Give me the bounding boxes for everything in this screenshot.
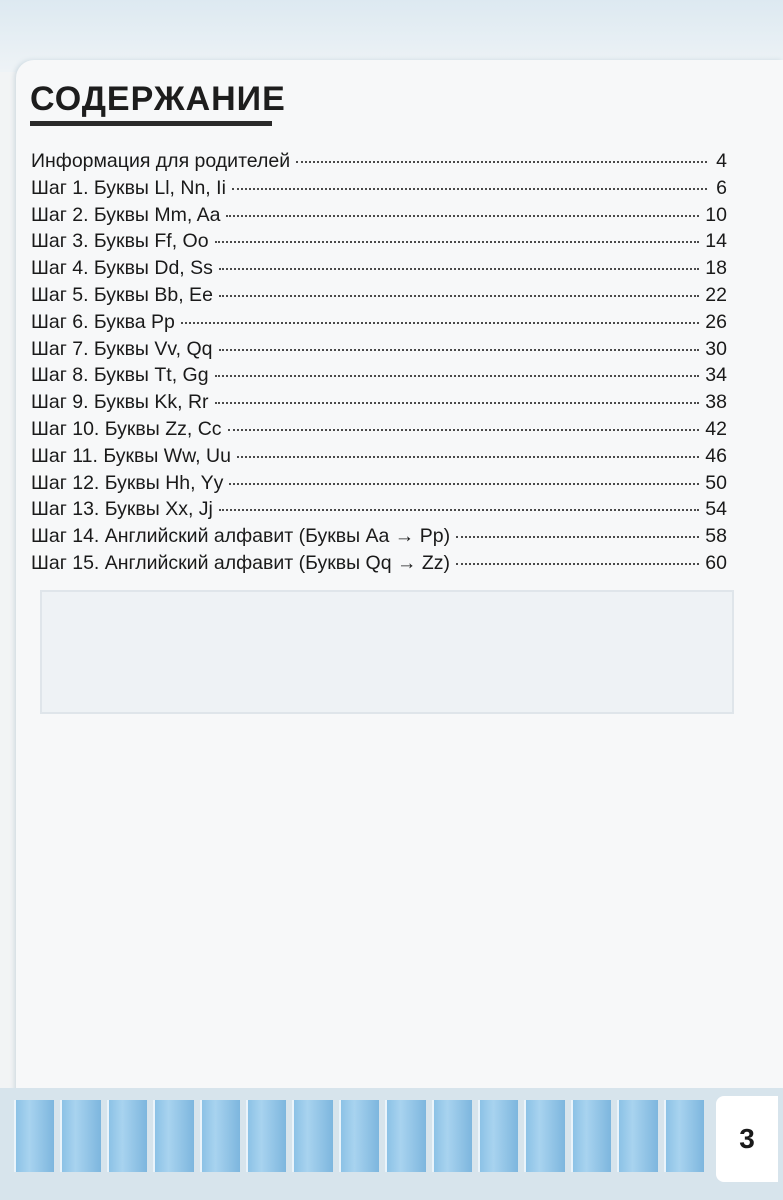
footer-bar	[292, 1100, 332, 1172]
toc-entry[interactable]	[31, 311, 727, 338]
toc-entry-page: 26	[705, 310, 727, 333]
toc-dot-leader	[456, 563, 699, 565]
footer-bar	[14, 1100, 54, 1172]
toc-dot-leader	[226, 215, 699, 217]
toc-entry-page: 58	[705, 525, 727, 548]
footer-bar	[153, 1100, 193, 1172]
toc-entry-label: Шаг 7. Буквы Vv, Qq	[31, 337, 213, 360]
footer-decorative-bars	[14, 1100, 704, 1172]
toc-dot-leader	[456, 536, 699, 538]
toc-entry-page: 10	[705, 203, 727, 226]
toc-entry-label: Шаг 3. Буквы Ff, Oo	[31, 230, 209, 253]
toc-entry-label: Шаг 6. Буква Pp	[31, 310, 175, 333]
toc-entry-label: Шаг 14. Английский алфавит (Буквы Aa → Pp)	[31, 525, 451, 548]
toc-entry-page: 38	[705, 391, 727, 414]
footer-bar	[571, 1100, 611, 1172]
toc-entry[interactable]	[31, 364, 727, 391]
footer-bar	[478, 1100, 518, 1172]
footer-bar	[200, 1100, 240, 1172]
toc-entry-page: 6	[716, 176, 727, 199]
toc-entry[interactable]	[31, 418, 727, 445]
toc-dot-leader	[215, 241, 700, 243]
toc-entry[interactable]	[31, 552, 727, 579]
toc-dot-leader	[215, 402, 700, 404]
toc-dot-leader	[215, 375, 700, 377]
toc-entry[interactable]	[31, 150, 727, 177]
bleed-through-shadow	[40, 590, 734, 714]
toc-entry-label: Шаг 11. Буквы Ww, Uu	[31, 444, 231, 467]
toc-entry-page: 60	[705, 551, 727, 574]
toc-entry[interactable]	[31, 498, 727, 525]
toc-entry-page: 22	[705, 283, 727, 306]
toc-entry-label: Шаг 12. Буквы Hh, Yy	[31, 471, 224, 494]
footer-bar	[246, 1100, 286, 1172]
footer-bar	[60, 1100, 100, 1172]
toc-entry-label: Шаг 13. Буквы Xx, Jj	[31, 498, 213, 521]
toc-entry-page: 54	[705, 498, 727, 521]
footer-bar	[107, 1100, 147, 1172]
toc-entry-page: 30	[705, 337, 727, 360]
toc-dot-leader	[219, 509, 699, 511]
toc-dot-leader	[237, 456, 699, 458]
toc-entry[interactable]	[31, 472, 727, 499]
footer-bar	[524, 1100, 564, 1172]
toc-entry-page: 42	[705, 417, 727, 440]
toc-entry-label: Информация для родителей	[31, 150, 291, 172]
toc-dot-leader	[219, 349, 700, 351]
toc-entry-label: Шаг 4. Буквы Dd, Ss	[31, 257, 213, 280]
toc-entry[interactable]	[31, 525, 727, 552]
toc-entry[interactable]	[31, 284, 727, 311]
toc-entry-label: Шаг 1. Буквы Ll, Nn, Ii	[31, 176, 226, 199]
toc-entry[interactable]	[31, 338, 727, 365]
footer-bar	[339, 1100, 379, 1172]
toc-entry-label: Шаг 8. Буквы Tt, Gg	[31, 364, 209, 387]
toc-entry-page: 34	[705, 364, 727, 387]
toc-entry-label: Шаг 10. Буквы Zz, Cc	[31, 417, 222, 440]
toc-entry-page: 4	[716, 150, 727, 172]
toc-entry[interactable]	[31, 230, 727, 257]
toc-dot-leader	[229, 483, 699, 485]
toc-dot-leader	[219, 268, 699, 270]
toc-entry-page: 18	[705, 257, 727, 280]
toc-entry-label: Шаг 2. Буквы Mm, Aa	[31, 203, 221, 226]
toc-dot-leader	[296, 161, 707, 163]
footer-bar	[664, 1100, 704, 1172]
toc-entry-page: 46	[705, 444, 727, 467]
title-underline	[30, 121, 272, 126]
footer-bar	[385, 1100, 425, 1172]
toc-entry[interactable]	[31, 257, 727, 284]
footer-bar	[617, 1100, 657, 1172]
toc-entry-label: Шаг 5. Буквы Bb, Ee	[31, 283, 213, 306]
toc-dot-leader	[232, 188, 707, 190]
toc-entry[interactable]	[31, 391, 727, 418]
toc-entry-label: Шаг 9. Буквы Kk, Rr	[31, 391, 209, 414]
toc-entry-page: 50	[705, 471, 727, 494]
footer-bar	[432, 1100, 472, 1172]
table-of-contents	[31, 150, 727, 579]
toc-dot-leader	[219, 295, 699, 297]
page-number: 3	[716, 1096, 778, 1182]
toc-dot-leader	[181, 322, 699, 324]
toc-entry[interactable]	[31, 445, 727, 472]
toc-entry[interactable]	[31, 177, 727, 204]
page-title: СОДЕРЖАНИЕ	[30, 80, 286, 118]
toc-entry-label: Шаг 15. Английский алфавит (Буквы Qq → Zz)	[31, 551, 451, 574]
toc-dot-leader	[228, 429, 700, 431]
toc-entry[interactable]	[31, 204, 727, 231]
toc-entry-page: 14	[705, 230, 727, 253]
